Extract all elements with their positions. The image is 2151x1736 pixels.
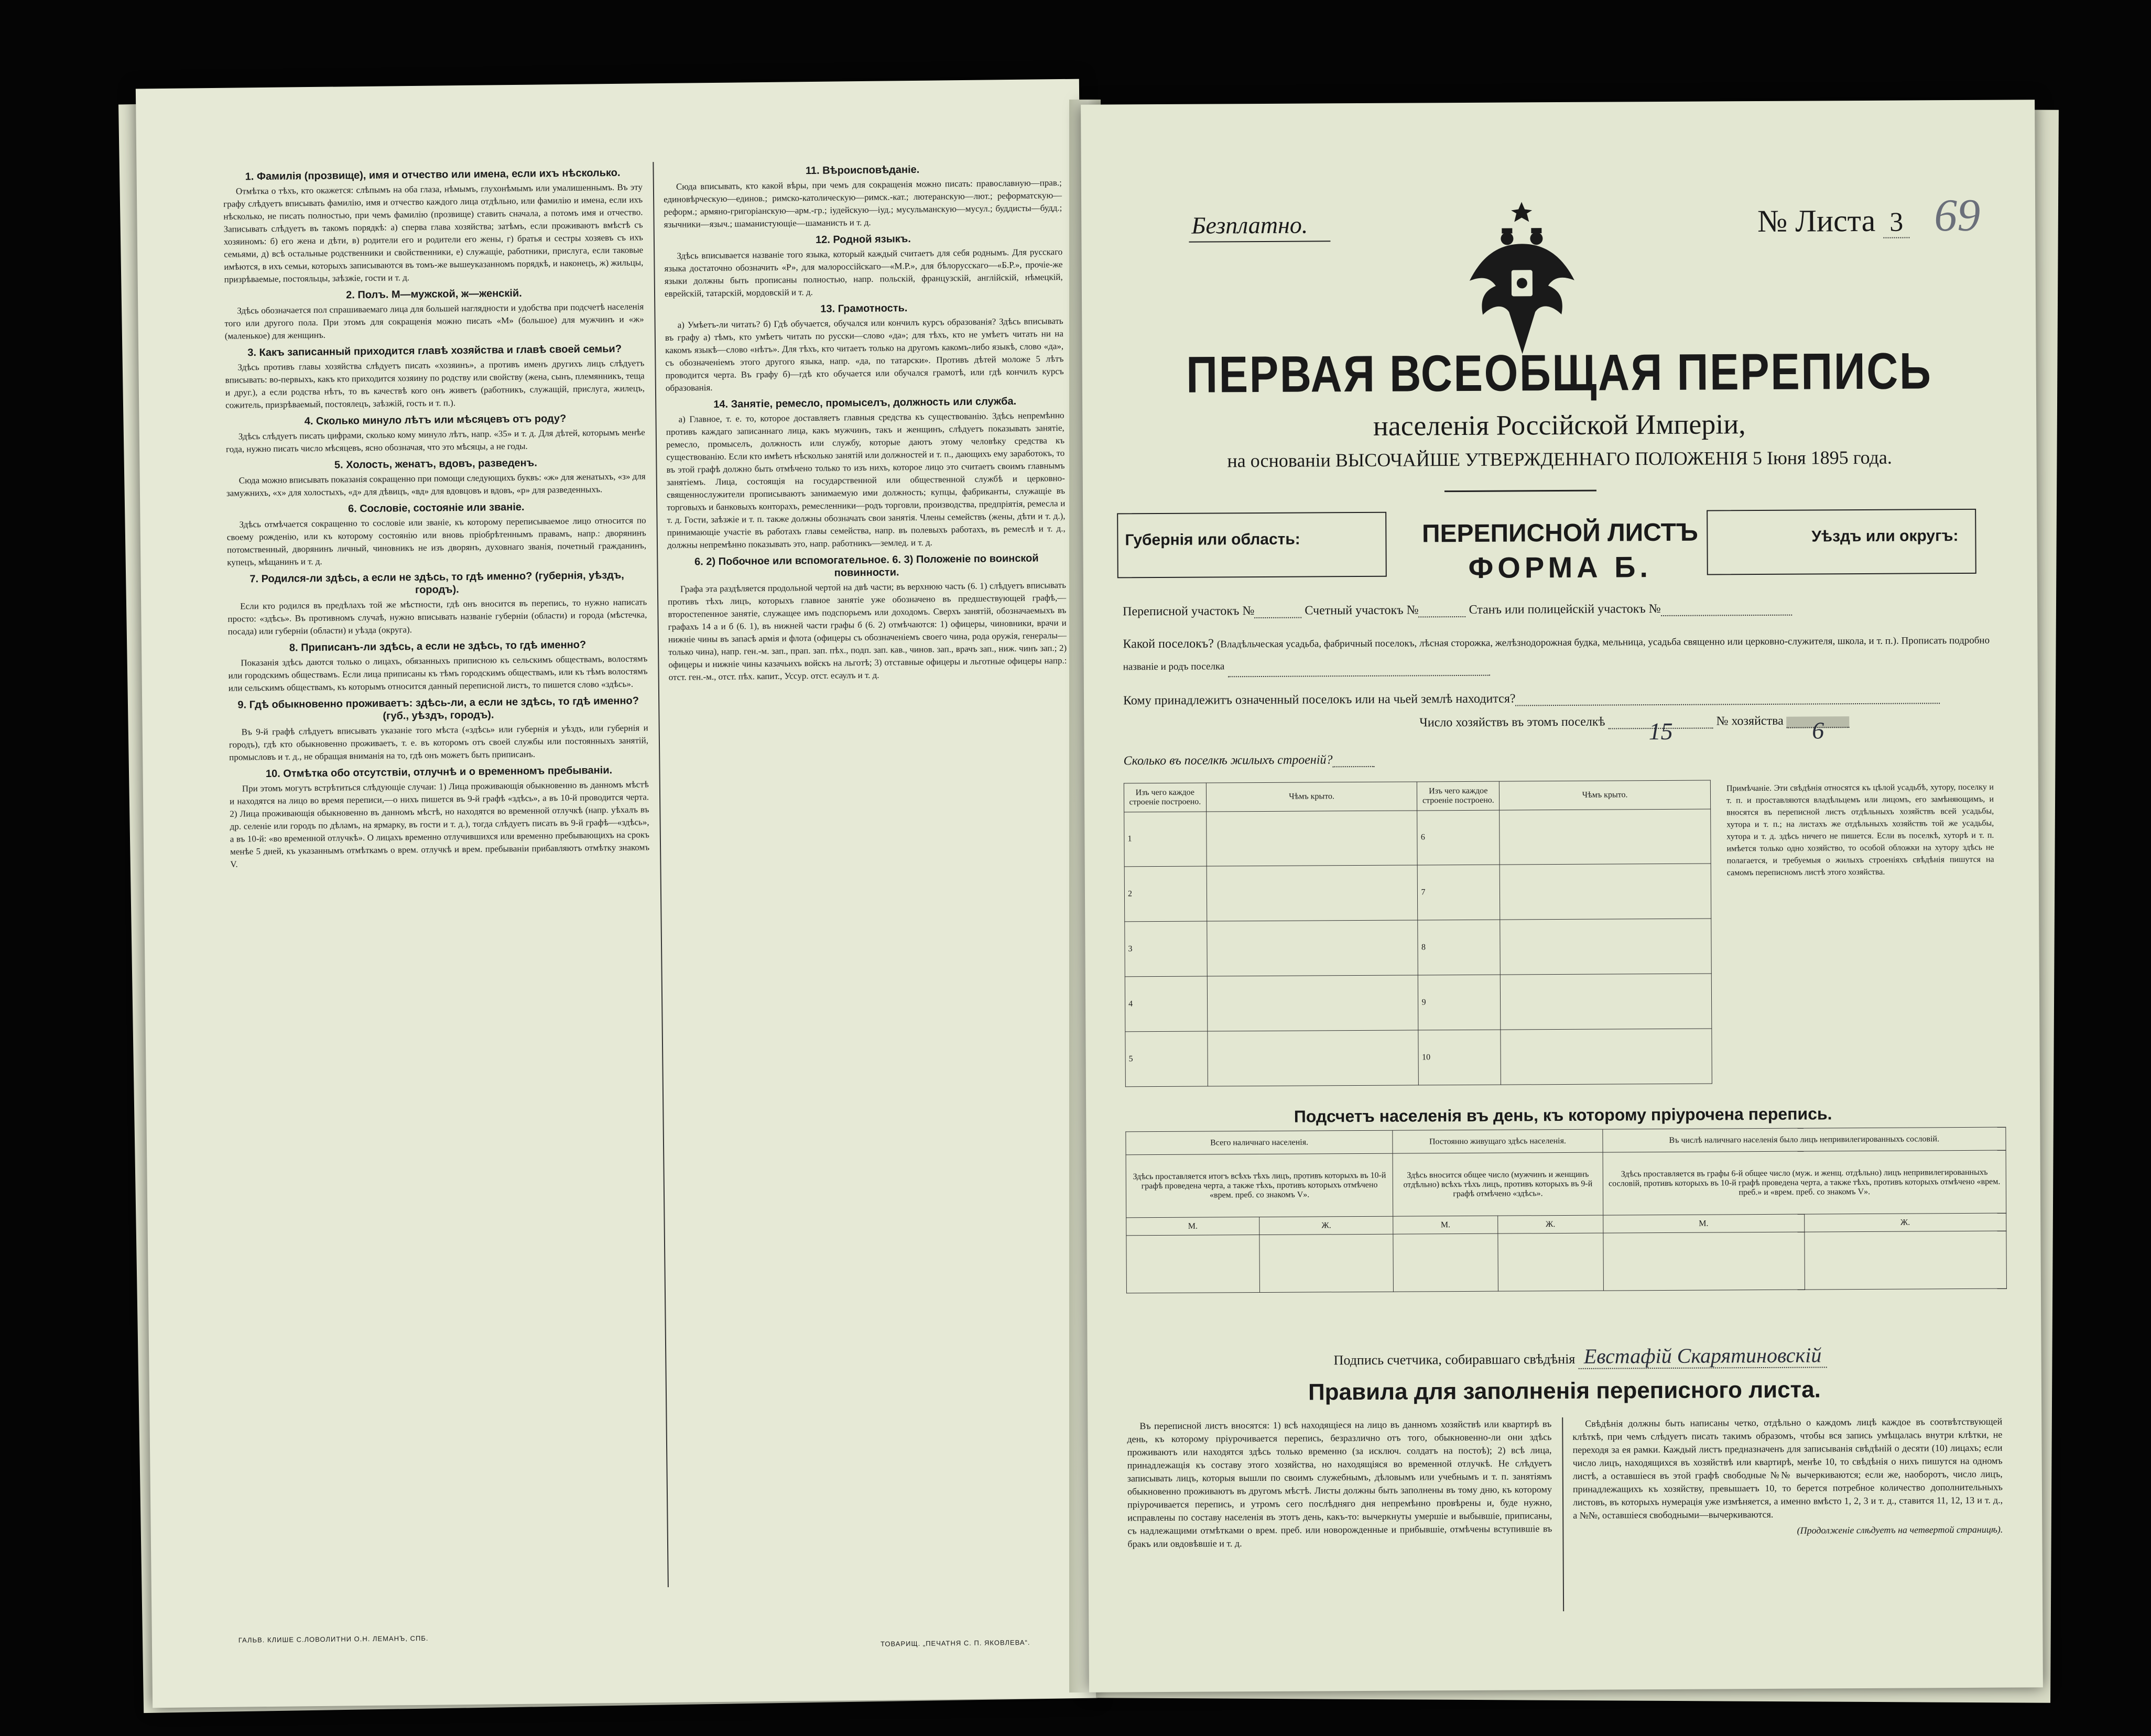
right-page [1081,100,2043,1692]
population-table [1125,1127,2007,1294]
section-heading: 3. Какъ записанный приходится главѣ хозяйства и главѣ своей семьи? [247,343,622,359]
building-number: 2 [1124,866,1207,922]
enumerator-signature-line [1333,1342,1827,1370]
rules-text-1: Въ переписной листъ вносятся: 1) всѣ находящіеся на лицо въ данномъ хозяйствѣ или квартирѣ въ день, къ которому пріурочивается перепись, безразлично отъ того, обыкновенно-ли они здѣсь проживаютъ или находятся здѣсь только временно (за исключ. солдатъ на постоѣ); 2) всѣ лица, принадлежащія къ составу этого хозяйства, но находящіяся во временной отлучкѣ. Не слѣдуетъ записывать лицъ, которыя вышли по своимъ служебнымъ, дѣловымъ или учебнымъ и т. п. занятіямъ обыкновенно проживаютъ въ другомъ мѣстѣ. Листы должны быть заполнены въ тому дню, къ которому пріурочивается перепись, и утромъ сего послѣдняго дня непремѣнно провѣрены и, буде нужно, исправлены по составу населенія въ этотъ день, какъ-то: вычеркнуты умершіе и выбывшіе, приписаны, съ надлежащими отмѣтками о врем. преб. или новорожденные и прибывшіе, отмѣчены вступившіе въ бракъ или овдовѣвшіе и т. д. [1127,1418,1552,1549]
pop-val-zh-2 [1498,1233,1603,1291]
households-label: Число хозяйствъ въ этомъ поселкѣ [1419,715,1605,730]
building-number: 7 [1418,865,1500,921]
pop-col-unprivileged: Въ числѣ наличнаго населенія было лицъ непривилегированныхъ сословій. [1602,1127,2006,1152]
county-label: Уѣздъ или округъ: [1811,527,1959,545]
buildings-label: Сколько въ поселкѣ жилыхъ строеній? [1123,753,1333,768]
continued-note: (Продолженіе слѣдуетъ на четвертой страницѣ). [1797,1524,2003,1536]
buildings-col-roof-2: Чѣмъ крыто. [1499,780,1710,810]
police-precinct-label: Станъ или полицейскій участокъ № [1469,602,1661,617]
section-body: Сюда можно вписывать показанія сокращенно при помощи следующихъ буквъ: «ж» для женатыхъ, «з» для замужнихъ, «х» для холостыхъ, «д» для дѣвицъ, «вд» для вдовцовъ и вдовъ, «р» для разведенныхъ. [226,471,646,498]
pop-m-1: М. [1126,1217,1259,1236]
section-body: Здѣсь отмѣчается сокращенно то сословіе или званіе, къ которому переписываемое лицо относится по своему рожденію, или къ которому состоянію или вновь пріобрѣтеннымъ правамъ, напр.: дворянинъ потомственный, дворянинъ личный, чиновникъ не изъ дворянъ, духовнаго званія, почетный гражданинъ, купецъ, мѣщанинъ и т. д. [226,515,647,567]
settlement-label: Какой поселокъ? [1123,637,1214,651]
free-of-charge-label: Безплатно. [1191,211,1308,239]
section-body: а) Умѣетъ-ли читать? б) Гдѣ обучается, обучался или кончилъ курсъ образованія? Здѣсь вписывать въ графу а) тѣмъ, кто умѣетъ читать по русски—слово «да»; для тѣхъ, кто не умѣетъ читать ни на какомъ языкѣ—слово «нѣтъ». Для тѣхъ, кто читаетъ только на другомъ какомъ-либо языкѣ, слово «да», съ обозначеніемъ этого другого языка, напр. «да, по татарски». Противъ дѣтей моложе 5 лѣтъ проводится черта. Въ графу б)—гдѣ кто обучается или обучался грамотѣ, или гдѣ кончилъ курсъ образованія. [665,316,1064,393]
sheet-number-label: № Листа [1757,203,1876,239]
households-value: 15 [1608,717,1713,729]
section-heading: 7. Родился-ли здѣсь, а если не здѣсь, то гдѣ именно? (губернія, уѣздъ, городъ). [249,569,624,596]
section-heading: 2. Полъ. М—мужской, ж—женскій. [346,287,522,301]
buildings-col-roof: Чѣмъ крыто. [1206,782,1417,812]
settlement-hint: (Владѣльческая усадьба, фабричный поселокъ, лѣсная сторожка, желѣзнодорожная будка, мельница, усадьба священно или церковно-служителя, школа, и т. п.). Прописать подробно названіе и родъ поселка [1123,635,1990,673]
buildings-row [1125,919,1712,977]
signature-value: Евстафій Скарятиновскій [1579,1343,1827,1369]
household-no-label: № хозяйства [1716,714,1784,728]
rules-text-2: Свѣдѣнія должны быть написаны четко, отдѣльно о каждомъ лицѣ каждое въ соотвѣтствующей клѣткѣ, при чемъ слѣдуетъ писать такимъ образомъ, чтобы вся запись умѣщалась внутри клѣтки, не переходя за ея рамки. Каждый листъ предназначенъ для записыванія свѣдѣній о десяти (10) лицахъ; если число лицъ, находящихся въ хозяйствѣ или квартирѣ, менѣе 10, то свѣдѣнія о нихъ пишутся на одномъ листѣ, а оставшіеся въ этой графѣ свободные №№ вычеркиваются; если же, наоборотъ, число лицъ, принадлежащихъ къ хозяйству, превышаетъ 10, то берется потребное количество дополнительныхъ листовъ, въ которыхъ нумерація уже измѣняется, а именно вмѣсто 1, 2, 3 и т. д., ставится 11, 12, 13 и т. д., а №№, оставшіеся свободными—вычеркиваются. [1572,1416,2003,1521]
building-roof [1207,975,1418,1031]
instructions-column-1 [223,162,649,874]
buildings-col-purpose-2: Изъ чего каждое строеніе построено. [1417,781,1500,810]
section-heading: 8. Приписанъ-ли здѣсь, а если не здѣсь, то гдѣ именно? [289,639,586,654]
precinct-label: Переписной участокъ № [1123,604,1255,619]
rules-column-1 [1127,1417,1552,1554]
section-body: Здѣсь обозначается пол спрашиваемаго лица для большей наглядности и удобства при подсчетѣ населенія того или другого пола. При этомъ для сокращенія можно писать «М» (большое) для мужчинъ и «ж» (маленькое) для женщинъ. [224,301,644,341]
section-heading: 1. Фамилія (прозвище), имя и отчество или имена, если ихъ нѣсколько. [245,167,621,183]
building-roof [1207,1030,1418,1086]
imperial-eagle-emblem [1459,202,1585,359]
section-body: Отмѣтка о тѣхъ, кто окажется: слѣпымъ на оба глаза, нѣмымъ, глухонѣмымъ или умалишеннымъ. Въ эту графу слѣдуетъ вписывать фамилію, имя и отчество каждого лица отдѣльно, или фамилію и имена, если ихъ нѣсколько, не писать полностью, при чемъ фамилію (прозвище) ставить сначала, а потомъ имя и отчество. Записывать слѣдуетъ въ такомъ порядкѣ: а) сперва глава хозяйства; затѣмъ, если проживаютъ вмѣстѣ съ хозяиномъ: б) его жена и дѣти, в) родители его и родители его жены, г) братья и сестры хозяевъ съ ихъ семьями, д) всѣ остальные родственники и свойственники, е) служащіе, работники, прислуга, если таковые имѣются, в ихъ семьи, которыхъ записываются въ томъ-же вышеуказанномъ порядкѣ, и наконецъ, ж) жильцы, призрѣваемые, постояльцы, заѣзжіе, гости и т. д. [223,182,644,285]
building-number: 9 [1418,975,1501,1030]
pop-zh-1: Ж. [1259,1216,1393,1235]
signature-label: Подпись счетчика, собиравшаго свѣдѣнія [1333,1351,1576,1368]
building-number: 3 [1125,921,1207,977]
buildings-table [1124,780,1712,1087]
settlement-field [1123,629,2003,678]
section-body: Здѣсь противъ главы хозяйства слѣдуетъ писать «хозяинъ», а противъ именъ другихъ лицъ слѣдуетъ вписывать: во-первыхъ, какъ кто приходится хозяину по родству или свойству (жена, сынъ, племянникъ, теща и друг.), а если родства нѣтъ, то въ качествѣ кого онъ живетъ (работникъ, служащій, прислуга, жилецъ, сожитель, призрѣваемый, постоялецъ, заѣзжій, гость и т. п.). [225,358,645,410]
pop-m-3: М. [1603,1214,1804,1233]
rules-title: Правила для заполненія переписного листа. [1308,1377,1821,1405]
building-number: 4 [1125,976,1207,1032]
section-body: Если кто родился въ предѣлахъ той же мѣстности, гдѣ онъ вносится въ перепись, то нужно написать просто: «здѣсь». Въ противномъ случаѣ, нужно вписывать названіе губерніи (области) и города (мѣстечка, посада) или губерніи (области) и уѣзда (округа). [227,597,647,637]
census-decree-line: на основаніи ВЫСОЧАЙШЕ УТВЕРЖДЕННАГО ПОЛОЖЕНІЯ 5 Іюня 1895 года. [1227,446,1892,472]
building-number: 1 [1124,812,1207,867]
buildings-row [1125,974,1712,1032]
pop-zh-2: Ж. [1498,1215,1603,1233]
building-roof [1500,919,1711,975]
building-roof [1207,920,1418,976]
section-heading: 6. 2) Побочное или вспомогательное. 6. 3) Положеніе по воинской повинности. [694,552,1039,579]
pop-val-m-3 [1603,1232,1805,1291]
section-body: а) Главное, т. е. то, которое доставляетъ главныя средства къ существованію. Здѣсь непремѣнно противъ каждаго записаннаго лица, какъ мужчинъ, такъ и женщинъ, слѣдуетъ показывать занятіе, ремесло, промыселъ, должность или службу, которые даютъ этому человѣку средства къ существованію. Если кто имѣетъ нѣсколько занятій или должностей и т. п., дающихъ ему заработокъ, то въ этой графѣ должно быть отмѣчено только то изъ нихъ, которое лицо это считаетъ своимъ главнымъ занятіемъ. Лица, состоящія на государственной или общественной службѣ и церковно-священнослужители прописываютъ занимаемую ими должность; купцы, фабриканты, служащіе въ торговыхъ и банковыхъ конторахъ, ремесленники—родъ торговли, производства, предпріятія, ремесла и т. д. Гости, заѣзжіе и т. п. также должны обозначать свои занятія. Члены семействъ (жены, дѣти и т. д.), принимающіе участіе въ работахъ главы семейства, напр. въ полевыхъ работахъ, въ ремеслѣ и т. д., должны непремѣнно показывать это, напр. работникъ—землед. и т. д. [666,410,1066,550]
section-heading: 5. Холость, женатъ, вдовъ, разведенъ. [334,457,537,471]
title-separator [1444,490,1596,493]
left-page [136,79,1096,1708]
pop-val-zh-1 [1259,1234,1394,1292]
rules-column-2 [1572,1415,2003,1538]
households-field [1419,714,1850,745]
census-subtitle: населенія Россійской Имперіи, [1373,408,1746,442]
buildings-row [1124,864,1711,922]
building-number: 8 [1418,920,1500,975]
pop-col-permanent: Постоянно живущаго здѣсь населенія. [1393,1129,1603,1153]
sheet-number-value: 3 [1883,208,1909,238]
section-body: Показанія здѣсь даются только о лицахъ, обязанныхъ приписною къ сельскимъ обществамъ, волостямъ или городскимъ обществамъ. Если лица приписаны къ тѣмъ городскимъ обществамъ, или къ тѣмъ волостямъ или сельскимъ обществамъ, къ которымъ относится данный переписной листъ, то пишется слово «здѣсь». [228,653,648,693]
printer-footer-left: ГАЛЬВ. КЛИШЕ С.ЛОВОЛИТНИ О.Н. ЛЕМАНЪ, СПБ. [238,1634,429,1644]
section-heading: 14. Занятіе, ремесло, промыселъ, должность или служба. [713,395,1017,410]
pop-val-m-1 [1126,1235,1260,1293]
buildings-note: Примѣчаніе. Эти свѣдѣнія относятся къ цѣлой усадьбѣ, хутору, поселку и т. п. и проставляются владѣльцемъ или лицомъ, его замѣняющимъ, и вносятся въ переписной листъ отдѣльныхъ хозяйствъ всей усадьбы, хутора и т. п.; на листахъ же отдѣльныхъ хозяйствъ той же усадьбы, хутора и т. д. здѣсь ничего не пишется. Если въ поселкѣ, хуторѣ и т. п. имѣется только одно хозяйство, то особой обложки на хутору здѣсь не полагается, и требуемыя о жилыхъ строеніяхъ свѣдѣнія пишутся на самомъ переписномъ листѣ этого хозяйства. [1726,782,1994,878]
building-number: 5 [1125,1031,1208,1087]
pop-desc-permanent: Здѣсь вносится общее число (мужчинъ и женщинъ отдѣльно) всѣхъ тѣхъ лицъ, противъ которыхъ въ 9-й графѣ отмѣчено «здѣсь». [1393,1152,1603,1216]
building-roof [1206,810,1417,866]
pop-desc-total: Здѣсь проставляется итогъ всѣхъ тѣхъ лицъ, противъ которыхъ въ 10-й графѣ проведена черта, а также тѣхъ, противъ которыхъ отмѣчено «врем. преб. со знакомъ V». [1126,1153,1393,1218]
count-precinct-label: Счетный участокъ № [1305,603,1419,618]
section-body: При этомъ могутъ встрѣтиться слѣдующіе случаи: 1) Лица проживающія обыкновенно въ данномъ мѣстѣ и находятся на лицо во время переписи,—о нихъ пишется въ 9-й графѣ «здѣсь», а въ 10-й проводится черта. 2) Лица проживающія обыкновенно въ данномъ мѣстѣ, но находятся во временной отлучкѣ (напр. уѣхалъ въ др. селеніе или городъ по дѣламъ, на ярмарку, въ гости и т. д.), тогда слѣдуетъ писать въ 9-й графѣ—«здѣсь», а въ 10-й: «во временной отлучкѣ». О лицахъ временно отлучившихся или временно пребывающихъ на срокъ менѣе 5 дней, къ указаннымъ отмѣткамъ о врем. отлучкѣ и врем. пребываніи прибавляютъ отмѣтку знакомъ V. [230,779,650,869]
building-roof [1207,865,1418,921]
section-heading: 10. Отмѣтка обо отсутствіи, отлучнѣ и о временномъ пребываніи. [265,765,613,780]
printer-footer-right: ТОВАРИЩ. „ПЕЧАТНЯ С. П. ЯКОВЛЕВА“. [880,1638,1030,1648]
section-heading: 11. Вѣроисповѣданіе. [805,163,920,177]
section-heading: 4. Сколько минуло лѣтъ или мѣсяцевъ отъ роду? [304,412,567,428]
pop-val-m-2 [1393,1233,1498,1292]
pop-m-2: М. [1393,1216,1498,1234]
handwritten-page-number: 69 [1933,190,1981,242]
building-roof [1500,809,1711,865]
section-body: Въ 9-й графѣ слѣдуетъ вписывать указаніе того мѣста («здѣсь» или губернія и уѣздъ, или губернія и городъ), гдѣ кто обыкновенно проживаетъ, т. е. въ которомъ отъ своей службы или постоянныхъ занятій, промысловъ и т. д., не обращая вниманія на то, гдѣ онъ можетъ быть приписанъ. [229,723,649,762]
sheet-title: ПЕРЕПИСНОЙ ЛИСТЪ [1421,518,1698,548]
pop-zh-3: Ж. [1804,1213,2006,1232]
free-underline [1189,241,1330,242]
precinct-fields [1123,602,1792,619]
section-body: Сюда вписывать, кто какой вѣры, при чемъ для сокращенія можно писать: православную—прав.; единовѣрческую—единов.; римско-католическую—римск.-кат.; лютеранскую—лют.; реформатскую—реформ.; армяно-григоріанскую—арм.-гр.; іудейскую—іуд.; мусульманскую—мусул.; буддисты—будд.; язычники—языч.; шаманистующіе—шаманисть и т. д. [664,178,1062,230]
buildings-field [1124,753,1375,769]
region-label: Губернія или область: [1125,530,1300,549]
buildings-col-purpose: Изъ чего каждое строеніе построено. [1124,783,1206,812]
instructions-column-2 [663,158,1067,687]
pop-col-total: Всего наличнаго населенія. [1126,1130,1393,1155]
population-count-title: Подсчетъ населенія въ день, къ которому пріурочена перепись. [1294,1104,1832,1126]
pop-desc-unprivileged: Здѣсь проставляется въ графы 6-й общее число (муж. и женщ. отдѣльно) лицъ непривилегированныхъ сословій, противъ которыхъ въ 10-й графѣ проведена черта, а также тѣхъ, противъ которыхъ отмѣчено «врем. преб.» и «врем. преб. со знакомъ V». [1603,1150,2006,1215]
household-no-value: 6 [1787,716,1850,728]
buildings-row [1124,809,1711,867]
pop-val-zh-3 [1804,1231,2006,1290]
section-body: Здѣсь вписывается названіе того языка, который каждый считаетъ для себя роднымъ. Для русскаго языка достаточно обозначить «Р», для малороссійскаго—«М.Р.», для бѣлорусскаго—«Б.Р.», прочіе-же языки должны быть прописаны полностью, напр. польскій, французскій, англійскій, нѣмецкій, еврейскій, татарскій, мордовскій и т. д. [664,247,1063,299]
census-main-title: ПЕРВАЯ ВСЕОБЩАЯ ПЕРЕПИСЬ [1186,342,1932,403]
building-roof [1500,864,1711,920]
sheet-number [1757,203,1910,240]
section-body: Графа эта раздѣляется продольной чертой на двѣ части; въ верхнюю часть (6. 1) слѣдуетъ вписывать противъ тѣхъ лицъ, которыхъ главное занятіе уже обозначено въ предшествующей графѣ,—второстепенное занятіе, служащее имъ подспорьемъ или доходомъ. Сверхъ занятій, обозначаемыхъ въ графахъ 14 а и б (6. 1), въ нижней части графы б (6. 2) отмѣчаются: 1) офицеры, чиновники, врачи и нижніе чины въ запасѣ армія и флота (офицеры съ обозначеніемъ своего чина, рода оружія, генералы—только чина), напр. ген.-м. зап., прап. зап. пѣх., подп. зап. кав., чинов. зап., врачъ зап., ниж. чинъ зап.; 2) офицеры и нижніе чины казачьихъ войскъ на льготѣ; 3) отставные офицеры и льготные офицеры напр.: отст. ген.-м., отст. пѣх. капит., Уссур. отст. есаулъ и т. д. [668,580,1067,682]
section-heading: 6. Сословіе, состояніе или званіе. [347,501,525,515]
section-heading: 13. Грамотность. [820,302,908,315]
section-body: Здѣсь слѣдуетъ писать цифрами, сколько кому минуло лѣтъ, напр. «35» и т. д. Для дѣтей, которымъ менѣе года, нужно писать число мѣсяцевъ, ясно обозначая, что это мѣсяцы, а не годы. [225,427,645,454]
building-number: 10 [1418,1030,1501,1085]
owner-label: Кому принадлежитъ означенный поселокъ или на чьей землѣ находится? [1123,692,1516,708]
rules-divider [1562,1417,1564,1611]
section-heading: 12. Родной языкъ. [815,233,911,246]
building-roof [1501,1029,1712,1085]
building-number: 6 [1417,810,1500,866]
building-roof [1500,974,1711,1030]
section-heading: 9. Гдѣ обыкновенно проживаетъ: здѣсь-ли, а если не здѣсь, то гдѣ именно? (губ., уѣздъ, городъ). [237,695,639,722]
buildings-row [1125,1029,1712,1087]
owner-field [1123,690,1940,708]
form-title: ФОРМА Б. [1468,550,1653,584]
